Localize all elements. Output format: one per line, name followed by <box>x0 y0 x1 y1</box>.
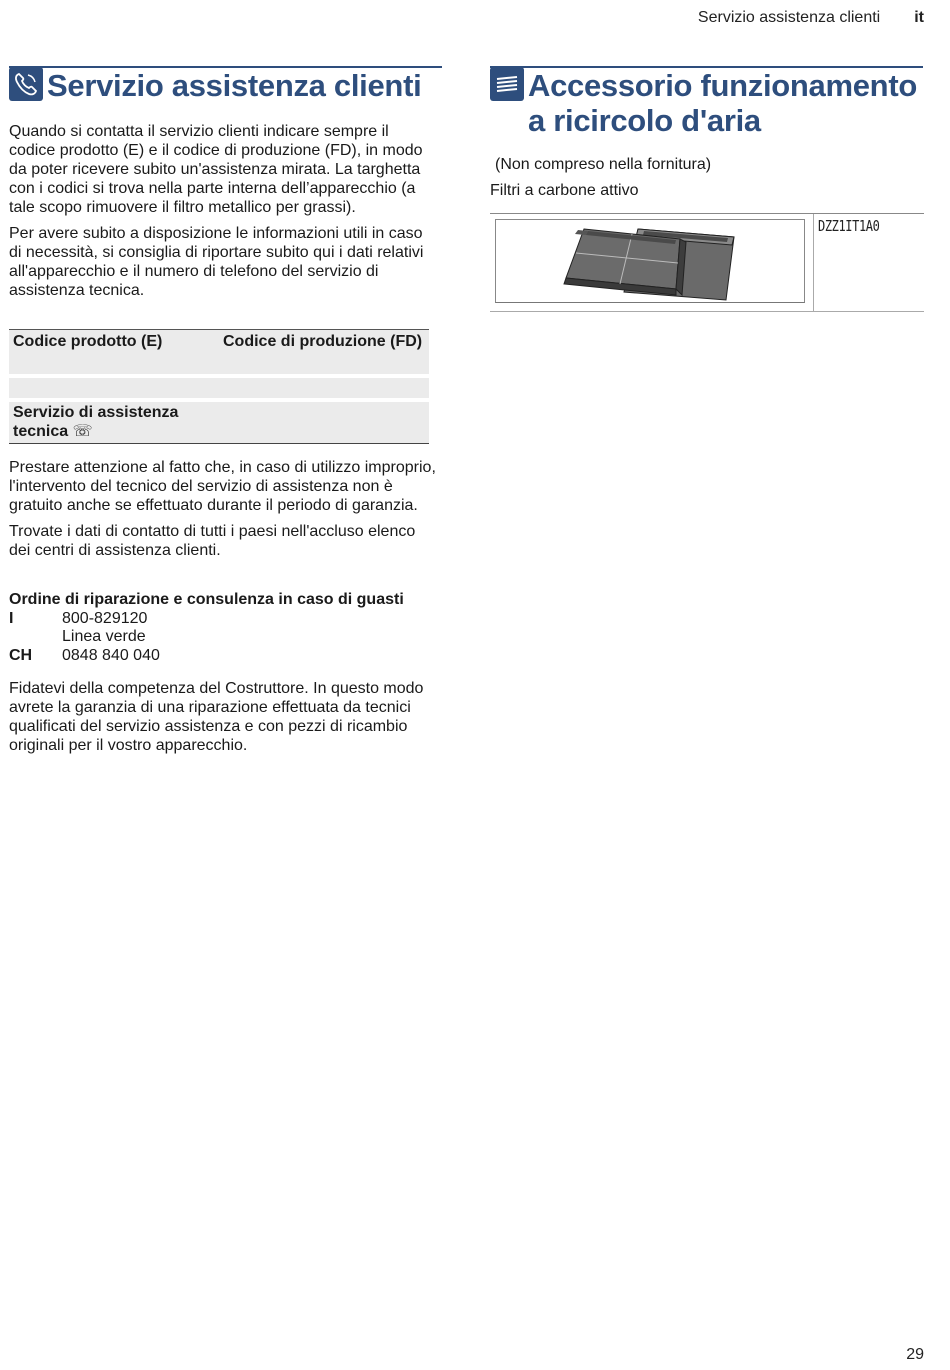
list-item <box>9 610 439 629</box>
repair-order-heading: Ordine di riparazione e consulenza in caso di guasti <box>9 591 404 608</box>
repair-order-list <box>9 591 439 665</box>
accessory-table <box>490 213 924 312</box>
country-code: CH <box>9 646 33 664</box>
list-item <box>9 628 439 647</box>
table-row-service <box>9 402 429 444</box>
accessory-code: DZZ1IT1A0 <box>818 217 880 235</box>
phone-note: Linea verde <box>62 628 146 645</box>
manufacturer-paragraph: Fidatevi della competenza del Costruttore. In questo modo avrete la garanzia di una riparazione effettuata da tecnici qualificati del servizio assistenza e con pezzi di ricambio originali per il vostro apparecchio. <box>9 680 424 754</box>
table-divider <box>813 214 814 311</box>
running-head-section: Servizio assistenza clienti <box>697 9 881 26</box>
contacts-paragraph: Trovate i dati di contatto di tutti i paesi nell'accluso elenco dei centri di assistenza clienti. <box>9 523 416 559</box>
info-paragraph: Per avere subito a disposizione le informazioni utili in caso di necessità, si consiglia di riportare subito qui i dati relativi all'apparecchio e il numero di telefono del servizio di assistenza tecnica. <box>9 225 424 299</box>
telephone-icon <box>9 67 43 101</box>
list-item <box>9 647 439 666</box>
intro-paragraph: Quando si contatta il servizio clienti indicare sempre il codice prodotto (E) e il codice di produzione (FD), in modo da poter ricevere subito un'assistenza mirata. La targhetta con i codici si trova nella parte interna dell’apparecchio (a tale scopo rimuovere il filtro metallico per grassi). <box>9 123 423 216</box>
intro-section <box>9 122 439 300</box>
running-head <box>698 9 924 27</box>
page-title: Servizio assistenza clienti <box>47 68 422 103</box>
phone-icon: ☏ <box>72 423 93 440</box>
phone-number: 800-829120 <box>62 609 148 627</box>
service-label-text: Servizio di assistenza tecnica <box>13 404 179 440</box>
accessory-note: (Non compreso nella fornitura) <box>495 156 712 173</box>
warranty-section <box>9 458 439 560</box>
country-code: I <box>9 609 14 627</box>
running-head-language: it <box>914 9 924 26</box>
accessory-title <box>524 68 917 138</box>
service-label <box>9 403 207 441</box>
accessory-intro <box>490 155 924 200</box>
accessory-title-line-2: a ricircolo d'aria <box>528 103 761 138</box>
appliance-data-table <box>9 329 429 444</box>
phone-number: 0848 840 040 <box>62 646 160 664</box>
manufacturer-section <box>9 679 439 755</box>
accessory-title-line-1: Accessorio funzionamento <box>528 68 917 103</box>
warranty-paragraph: Prestare attenzione al fatto che, in caso di utilizzo improprio, l'intervento del tecnico del servizio di assistenza non è gratuito anche se effettuato durante il periodo di garanzia. <box>9 459 436 514</box>
carbon-filter-image <box>495 219 805 303</box>
section-heading-accessory <box>490 66 923 138</box>
country-code <box>9 628 62 647</box>
table-row-blank <box>9 378 429 398</box>
product-code-header: Codice prodotto (E) <box>13 333 163 350</box>
table-row-codes <box>9 329 429 374</box>
section-heading-service <box>9 66 442 103</box>
filter-lines-icon <box>490 67 524 101</box>
accessory-subtitle: Filtri a carbone attivo <box>490 182 639 199</box>
production-code-header: Codice di produzione (FD) <box>223 333 423 350</box>
page-number: 29 <box>906 1346 924 1363</box>
